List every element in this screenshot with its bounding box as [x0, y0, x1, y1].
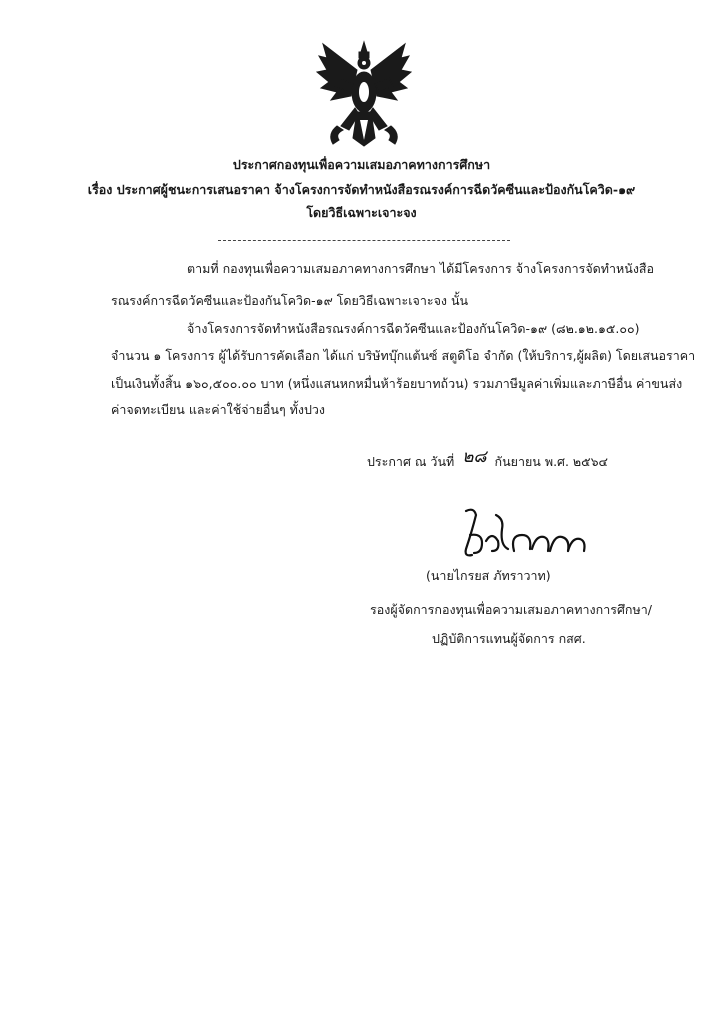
body-line-3: จ้างโครงการจัดทำหนังสือรณรงค์การฉีดวัคซีนและป้องกันโควิด-๑๙ (๘๒.๑๒.๑๕.๐๐) [187, 321, 640, 336]
announce-prefix: ประกาศ ณ วันที่ [367, 454, 455, 469]
header-divider [218, 240, 510, 241]
handwritten-day: ๒๘ [462, 447, 487, 467]
signer-position-line-2: ปฏิบัติการแทนผู้จัดการ กสศ. [432, 631, 586, 646]
garuda-emblem-icon [313, 40, 415, 150]
body-line-5: เป็นเงินทั้งสิ้น ๑๖๐,๕๐๐.๐๐ บาท (หนึ่งแสนหกหมื่นห้าร้อยบาทถ้วน) รวมภาษีมูลค่าเพิ่มและภาษีอื่น ค่าขนส่ง [111, 376, 683, 391]
body-line-2: รณรงค์การฉีดวัคซีนและป้องกันโควิด-๑๙ โดยวิธีเฉพาะเจาะจง นั้น [111, 293, 469, 308]
announcement-subject: เรื่อง ประกาศผู้ชนะการเสนอราคา จ้างโครงการจัดทำหนังสือรณรงค์การฉีดวัคซีนและป้องกันโควิด-๑๙ [87, 182, 636, 197]
signer-name: (นายไกรยส ภัทราวาท) [426, 568, 551, 583]
handwritten-signature [452, 505, 592, 565]
body-line-1: ตามที่ กองทุนเพื่อความเสมอภาคทางการศึกษา ได้มีโครงการ จ้างโครงการจัดทำหนังสือ [187, 261, 655, 276]
announcement-org-title: ประกาศกองทุนเพื่อความเสมอภาคทางการศึกษา [232, 157, 491, 172]
announce-suffix: กันยายน พ.ศ. ๒๕๖๔ [494, 454, 609, 469]
procurement-method: โดยวิธีเฉพาะเจาะจง [306, 205, 417, 220]
body-line-4: จำนวน ๑ โครงการ ผู้ได้รับการคัดเลือก ได้แก่ บริษัทบุ๊กแต้นซ์ สตูดิโอ จำกัด (ให้บริการ,ผู้ผลิต) โดยเสนอราคา [111, 348, 696, 363]
signer-position-line-1: รองผู้จัดการกองทุนเพื่อความเสมอภาคทางการศึกษา/ [370, 602, 652, 617]
announcement-date [367, 447, 608, 474]
body-line-6: ค่าจดทะเบียน และค่าใช้จ่ายอื่นๆ ทั้งปวง [111, 402, 326, 417]
